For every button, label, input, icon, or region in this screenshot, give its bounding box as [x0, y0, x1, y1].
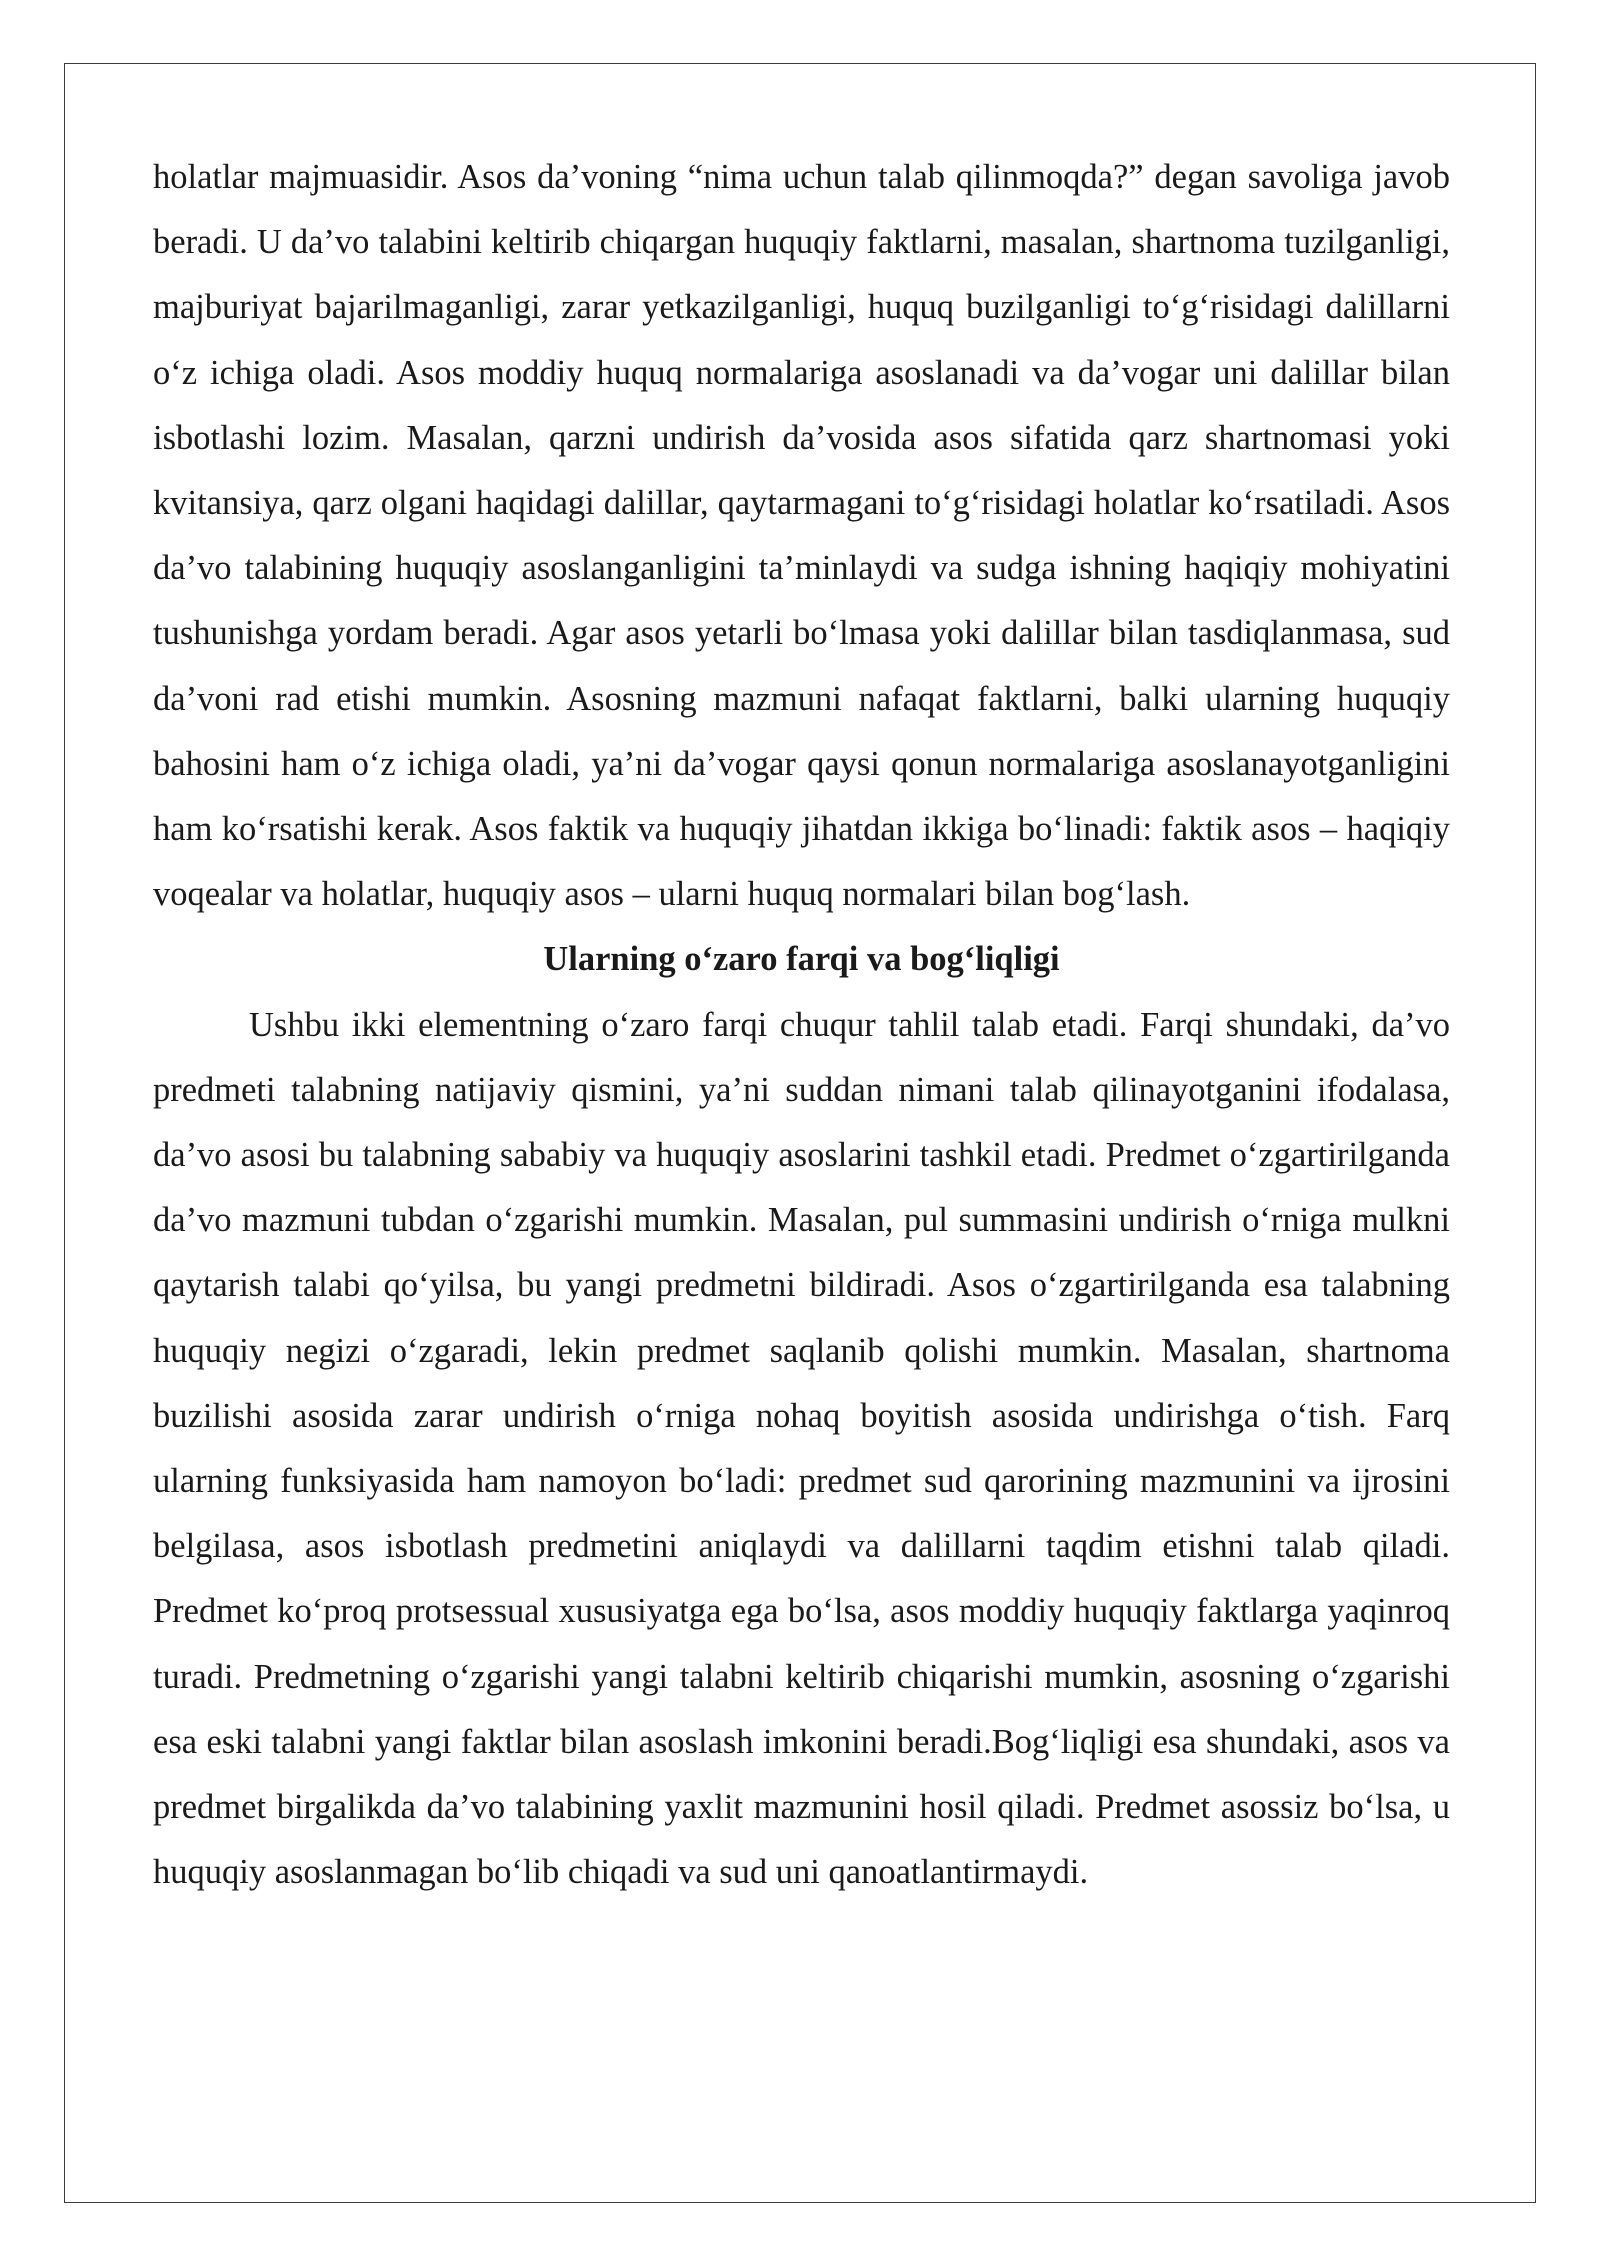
section-heading: Ularning o‘zaro farqi va bog‘liqligi — [543, 940, 1060, 979]
body-paragraph: holatlar majmuasidir. Asos da’voning “nima uchun talab qilinmoqda?” degan savoliga javob beradi. U da’vo talabini keltirib chiqargan huquqiy faktlarni, masalan, shartnoma tuzilganligi, majburiyat bajarilmaganligi, zarar yetkazilganligi, huquq buzilganligi to‘g‘risidagi dalillarni o‘z ichiga oladi. Asos moddiy huquq normalariga asoslanadi va da’vogar uni dalillar bilan isbotlashi lozim. Masalan, qarzni undirish da’vosida asos sifatida qarz shartnomasi yoki kvitansiya, qarz olgani haqidagi dalillar, qaytarmagani to‘g‘risidagi holatlar ko‘rsatiladi. Asos da’vo talabining huquqiy asoslanganligini ta’minlaydi va sudga ishning haqiqiy mohiyatini tushunishga yordam beradi. Agar asos yetarli bo‘lmasa yoki dalillar bilan tasdiqlanmasa, sud da’voni rad etishi mumkin. Asosning mazmuni nafaqat faktlarni, balki ularning huquqiy bahosini ham o‘z ichiga oladi, ya’ni da’vogar qaysi qonun normalariga asoslanayotganligini ham ko‘rsatishi kerak. Asos faktik va huquqiy jihatdan ikkiga bo‘linadi: faktik asos – haqiqiy voqealar va holatlar, huquqiy asos – ularni huquq normalari bilan bog‘lash. — [153, 158, 1450, 914]
body-paragraph: Ushbu ikki elementning o‘zaro farqi chuqur tahlil talab etadi. Farqi shundaki, da’vo predmeti talabning natijaviy qismini, ya’ni suddan nimani talab qilinayotganini ifodalasa, da’vo asosi bu talabning sababiy va huquqiy asoslarini tashkil etadi. Predmet o‘zgartirilganda da’vo mazmuni tubdan o‘zgarishi mumkin. Masalan, pul summasini undirish o‘rniga mulkni qaytarish talabi qo‘yilsa, bu yangi predmetni bildiradi. Asos o‘zgartirilganda esa talabning huquqiy negizi o‘zgaradi, lekin predmet saqlanib qolishi mumkin. Masalan, shartnoma buzilishi asosida zarar undirish o‘rniga nohaq boyitish asosida undirishga o‘tish. Farq ularning funksiyasida ham namoyon bo‘ladi: predmet sud qarorining mazmunini va ijrosini belgilasa, asos isbotlash predmetini aniqlaydi va dalillarni taqdim etishni talab qiladi. Predmet ko‘proq protsessual xususiyatga ega bo‘lsa, asos moddiy huquqiy faktlarga yaqinroq turadi. Predmetning o‘zgarishi yangi talabni keltirib chiqarishi mumkin, asosning o‘zgarishi esa eski talabni yangi faktlar bilan asoslash imkonini beradi.Bog‘liqligi esa shundaki, asos va predmet birgalikda da’vo talabining yaxlit mazmunini hosil qiladi. Predmet asossiz bo‘lsa, u huquqiy asoslanmagan bo‘lib chiqadi va sud uni qanoatlantirmaydi. — [153, 1005, 1450, 1892]
document-body — [153, 145, 1450, 1905]
